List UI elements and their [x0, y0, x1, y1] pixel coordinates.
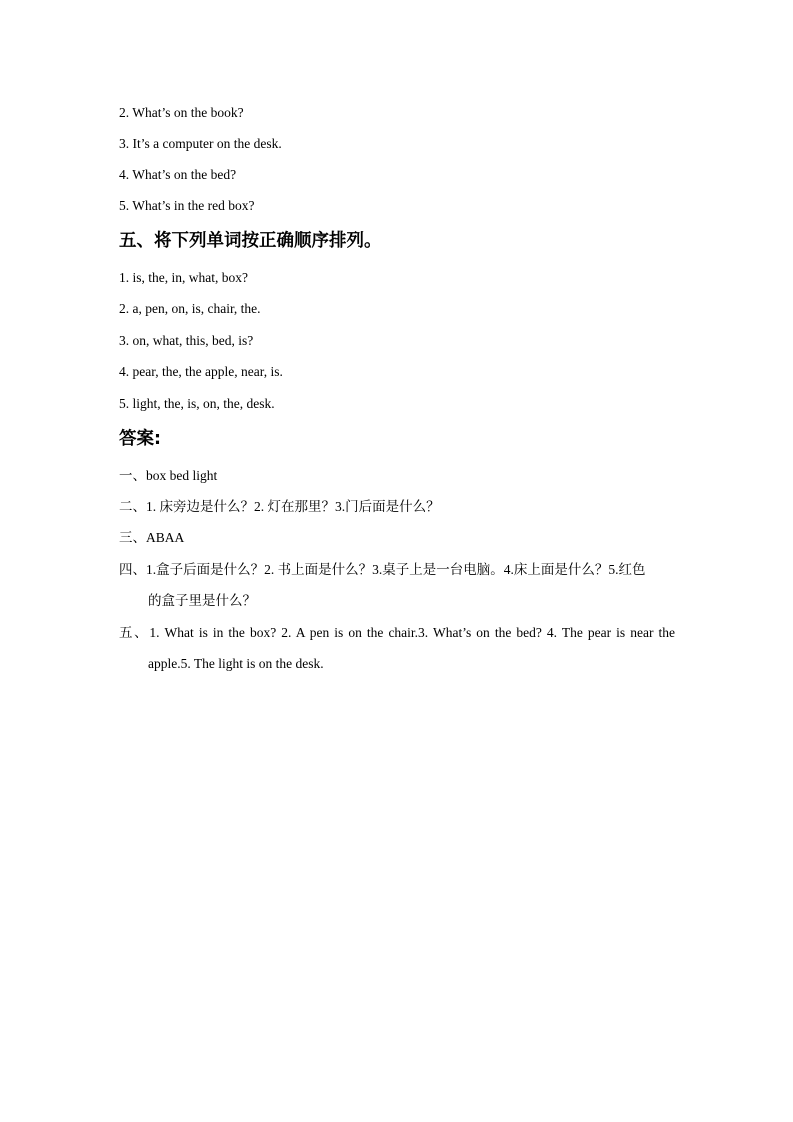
question-line: 2. What’s on the book?	[119, 105, 244, 120]
question-line: 3. It’s a computer on the desk.	[119, 136, 282, 151]
question-line: 5. What’s in the red box?	[119, 198, 255, 213]
answer-three: 三、ABAA	[119, 530, 185, 545]
answer-four-line-2: 的盒子里是什么？	[148, 593, 256, 608]
reorder-item: 5. light, the, is, on, the, desk.	[119, 396, 275, 411]
answers-heading: 答案:	[119, 429, 161, 449]
answer-one: 一、box bed light	[119, 468, 218, 483]
section-five-heading: 五、将下列单词按正确顺序排列。	[119, 231, 382, 251]
reorder-item: 1. is, the, in, what, box?	[119, 270, 248, 285]
reorder-item: 3. on, what, this, bed, is?	[119, 333, 254, 348]
reorder-item: 4. pear, the, the apple, near, is.	[119, 364, 283, 379]
answer-five-line-1: 五、1. What is in the box? 2. A pen is on the chair.3. What’s on the bed? 4. The pear is near the	[119, 625, 675, 640]
answer-two: 二、1. 床旁边是什么？2. 灯在那里？3.门后面是什么？	[119, 499, 440, 514]
question-line: 4. What’s on the bed?	[119, 167, 237, 182]
answer-five-line-2: apple.5. The light is on the desk.	[148, 656, 324, 671]
answer-four-line-1: 四、1.盒子后面是什么？2. 书上面是什么？3.桌子上是一台电脑。4.床上面是什么？5.红色	[119, 562, 646, 577]
reorder-item: 2. a, pen, on, is, chair, the.	[119, 301, 261, 316]
